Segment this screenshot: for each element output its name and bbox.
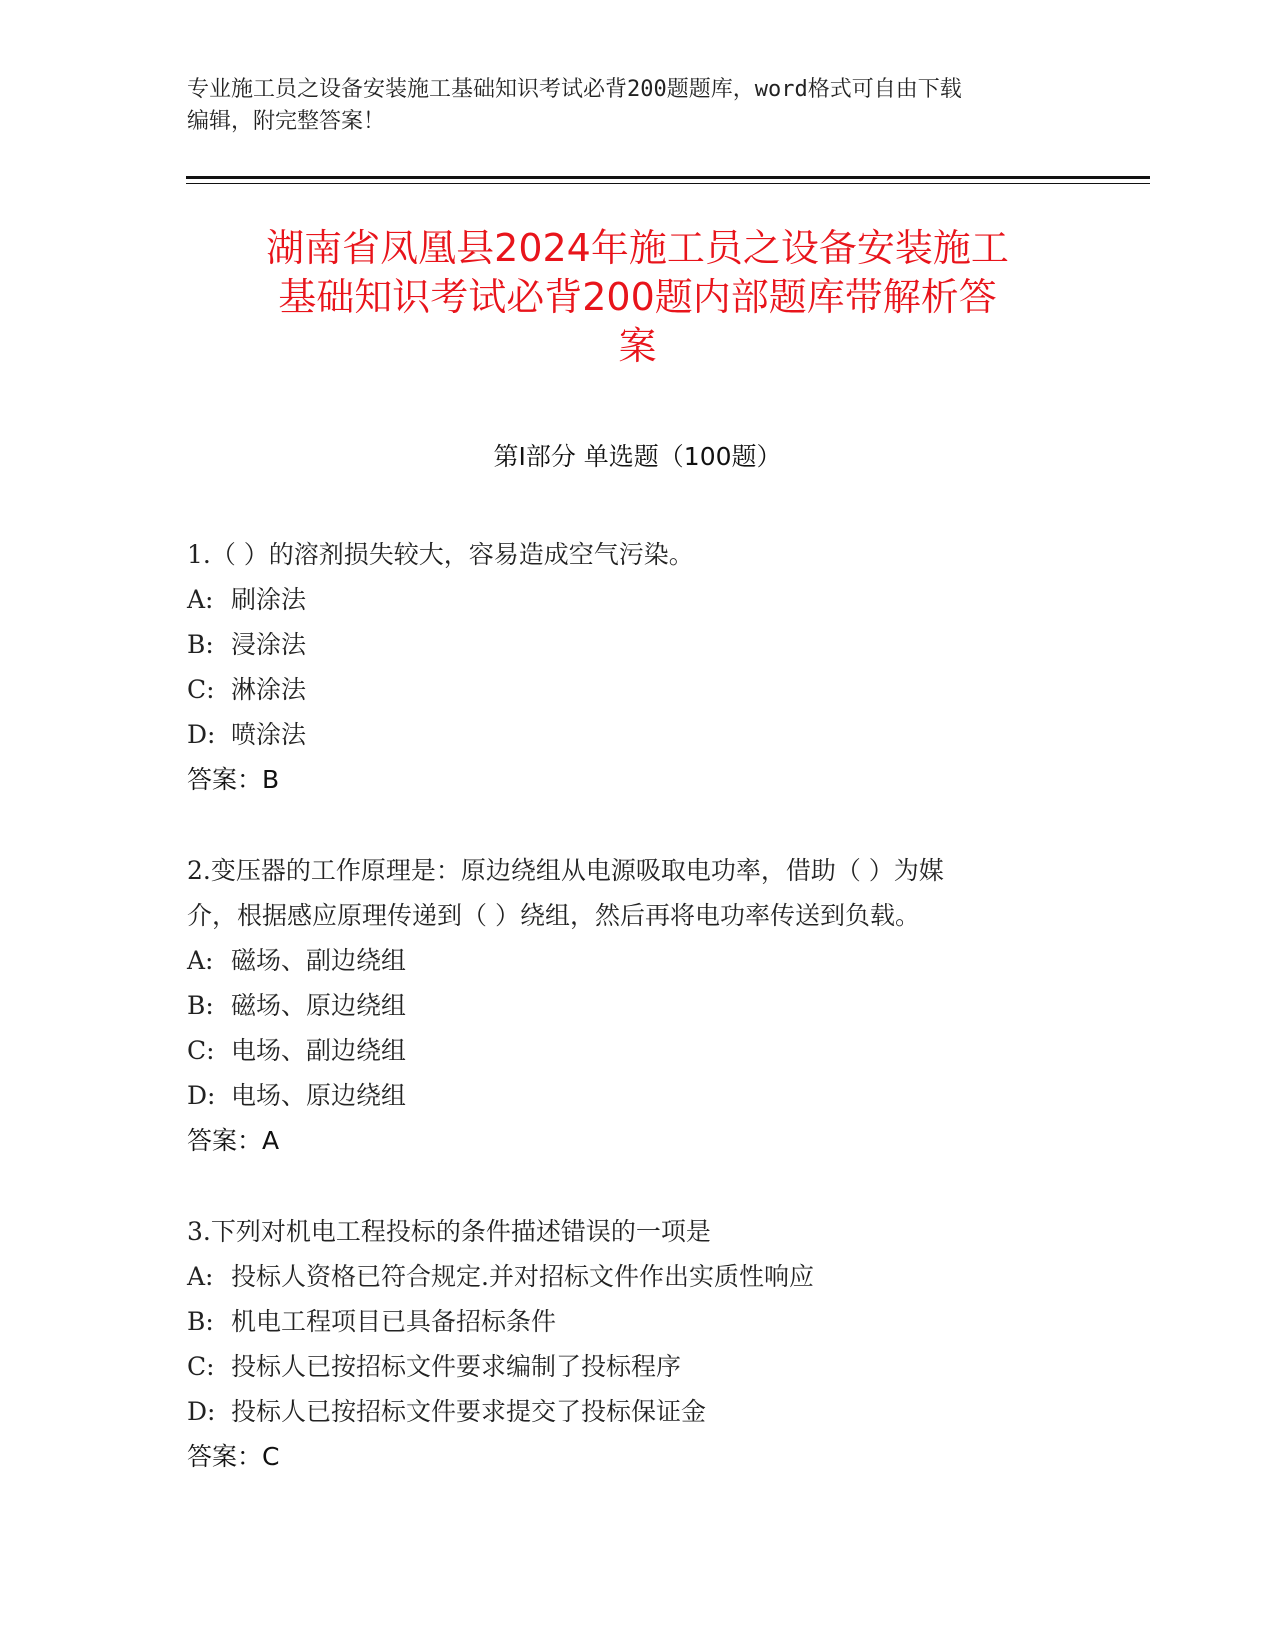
- header-divider-thin: [186, 183, 1150, 184]
- option-text: 投标人资格已符合规定.并对招标文件作出实质性响应: [231, 1262, 814, 1291]
- option-key: C:: [187, 675, 215, 704]
- header-note: [187, 74, 1087, 138]
- option-b: [187, 983, 1087, 1028]
- option-text: 机电工程项目已具备招标条件: [231, 1307, 557, 1336]
- header-note-line-1: 专业施工员之设备安装施工基础知识考试必背200题题库，word格式可自由下载: [187, 77, 962, 102]
- option-key: B:: [187, 991, 214, 1020]
- answer-line: 答案：B: [187, 765, 280, 794]
- question-1: [187, 532, 1087, 802]
- option-d: [187, 712, 1087, 757]
- option-key: C:: [187, 1352, 215, 1381]
- option-text: 电场、副边绕组: [231, 1036, 407, 1065]
- option-key: B:: [187, 1307, 214, 1336]
- option-b: [187, 622, 1087, 667]
- option-text: 淋涂法: [231, 675, 307, 704]
- option-key: A:: [187, 1262, 214, 1291]
- option-a: [187, 938, 1087, 983]
- question-list: [187, 532, 1087, 1525]
- option-text: 刷涂法: [231, 585, 307, 614]
- option-key: B:: [187, 630, 214, 659]
- option-text: 喷涂法: [231, 720, 307, 749]
- option-key: D:: [187, 1397, 216, 1426]
- option-text: 投标人已按招标文件要求编制了投标程序: [231, 1352, 682, 1381]
- header-note-line-2: 编辑，附完整答案！: [187, 109, 386, 134]
- document-title-line-1: 湖南省凤凰县2024年施工员之设备安装施工: [266, 226, 1009, 270]
- option-c: [187, 1344, 1087, 1389]
- document-title-line-2: 基础知识考试必背200题内部题库带解析答: [278, 275, 997, 319]
- option-text: 磁场、原边绕组: [231, 991, 407, 1020]
- option-key: C:: [187, 1036, 215, 1065]
- option-key: D:: [187, 720, 216, 749]
- option-a: [187, 1254, 1087, 1299]
- option-text: 磁场、副边绕组: [231, 946, 407, 975]
- answer-line: 答案：C: [187, 1442, 280, 1471]
- option-d: [187, 1389, 1087, 1434]
- question-stem-line: 3.下列对机电工程投标的条件描述错误的一项是: [187, 1217, 711, 1246]
- option-c: [187, 667, 1087, 712]
- option-d: [187, 1073, 1087, 1118]
- section-title: 第Ⅰ部分 单选题（100题）: [493, 442, 782, 471]
- question-3: [187, 1209, 1087, 1479]
- option-key: A:: [187, 946, 214, 975]
- option-key: D:: [187, 1081, 216, 1110]
- option-text: 浸涂法: [231, 630, 307, 659]
- question-stem-line: 介，根据感应原理传递到（ ）绕组，然后再将电功率传送到负载。: [187, 901, 920, 930]
- answer-line: 答案：A: [187, 1126, 280, 1155]
- option-c: [187, 1028, 1087, 1073]
- document-title: [150, 224, 1125, 371]
- option-a: [187, 577, 1087, 622]
- option-text: 电场、原边绕组: [231, 1081, 407, 1110]
- question-2: [187, 848, 1087, 1163]
- option-key: A:: [187, 585, 214, 614]
- question-stem-line: 1.（ ）的溶剂损失较大，容易造成空气污染。: [187, 540, 694, 569]
- document-title-line-3: 案: [618, 324, 657, 368]
- question-stem-line: 2.变压器的工作原理是：原边绕组从电源吸取电功率，借助（ ）为媒: [187, 856, 944, 885]
- option-text: 投标人已按招标文件要求提交了投标保证金: [231, 1397, 707, 1426]
- option-b: [187, 1299, 1087, 1344]
- header-divider-thick: [186, 176, 1150, 179]
